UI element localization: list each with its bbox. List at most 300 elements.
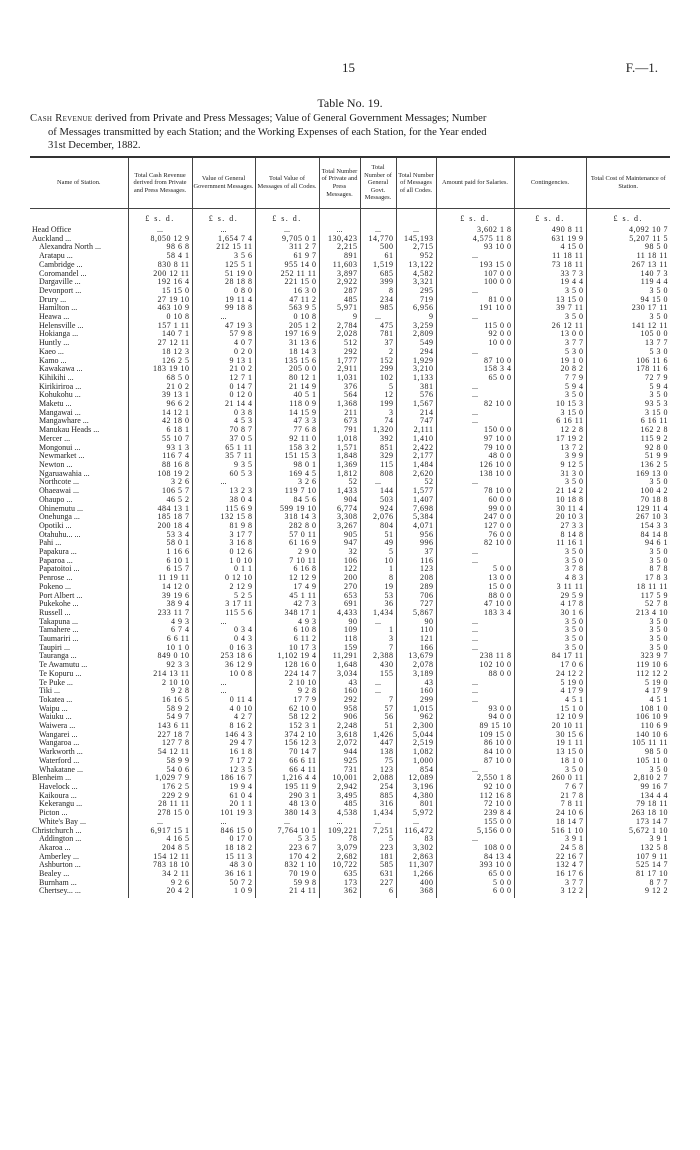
cell-station-name: Kihikihi ... [30,374,128,383]
cell-total-cost: 5,207 11 5 [586,235,670,244]
cell-private-count: 10,001 [319,774,360,783]
cell-salaries: 4,575 11 8 [436,235,514,244]
cell-total-count: 299 [396,696,436,705]
cell-total-value: 84 5 6 [255,496,319,505]
cell-total-count: 294 [396,348,436,357]
cell-govt-count: ... [360,687,396,696]
cell-total-cost: 17 8 3 [586,574,670,583]
cell-salaries: 78 10 0 [436,487,514,496]
cell-private-count: 90 [319,618,360,627]
cell-station-name: Cambridge ... [30,261,128,270]
cell-private-count: 2,784 [319,322,360,331]
cell-total-count: 110 [396,626,436,635]
cell-private-count: 564 [319,391,360,400]
cell-total-count: 116 [396,557,436,566]
cell-total-value: 223 6 7 [255,844,319,853]
cell-total-cost: 213 4 10 [586,609,670,618]
cell-cash-revenue: 2 10 10 [128,679,192,688]
table-row [30,391,670,400]
table-row [30,739,670,748]
cell-station-name: Te Kopuru ... [30,670,128,679]
unit-cell: £ s. d. [128,209,192,227]
cell-total-count: 2,177 [396,452,436,461]
table-row [30,879,670,888]
cell-total-value: 170 4 2 [255,853,319,862]
cell-private-count: 2,215 [319,243,360,252]
cell-cash-revenue: 6 7 4 [128,626,192,635]
cell-govt-count: 2,388 [360,652,396,661]
cell-govt-count: 3 [360,635,396,644]
cell-total-cost: 3 5 0 [586,313,670,322]
cell-station-name: Whakatane ... [30,766,128,775]
cell-salaries: 82 10 0 [436,400,514,409]
cell-cash-revenue: 0 10 8 [128,313,192,322]
cell-total-count: 3,321 [396,278,436,287]
table-row [30,278,670,287]
cell-govt-value: 8 16 2 [192,722,255,731]
cell-cash-revenue: 18 12 3 [128,348,192,357]
cell-total-count: 83 [396,835,436,844]
cell-total-cost: 18 11 11 [586,583,670,592]
table-row [30,487,670,496]
cell-govt-count: 5 [360,383,396,392]
cell-private-count: 4,538 [319,809,360,818]
cell-govt-value: 0 16 3 [192,644,255,653]
cell-contingencies: 3 7 8 [514,565,586,574]
cell-total-value: 47 3 3 [255,417,319,426]
cell-contingencies: 24 10 6 [514,809,586,818]
cell-private-count: 5,971 [319,304,360,313]
cell-govt-value: 21 0 2 [192,365,255,374]
cell-cash-revenue: ... [128,226,192,235]
cell-govt-count: 316 [360,800,396,809]
col-number-govt-messages: Total Number of General Govt. Messages. [360,157,396,209]
cell-total-cost: 6 16 11 [586,417,670,426]
cell-contingencies: 5 9 4 [514,383,586,392]
cell-cash-revenue: 27 19 10 [128,296,192,305]
cell-station-name: Northcote ... [30,478,128,487]
cell-contingencies: 4 17 8 [514,600,586,609]
table-row [30,322,670,331]
cell-contingencies: 490 8 11 [514,226,586,235]
table-row [30,383,670,392]
cell-salaries: 6 0 0 [436,887,514,898]
cell-govt-value: 19 11 4 [192,296,255,305]
cell-cash-revenue: 58 4 1 [128,252,192,261]
cell-private-count: 1,777 [319,357,360,366]
cell-salaries: 88 0 0 [436,670,514,679]
cell-cash-revenue: 53 3 4 [128,531,192,540]
cell-govt-value: 101 19 3 [192,809,255,818]
cell-govt-value: 37 0 5 [192,435,255,444]
cell-contingencies: 3 11 11 [514,583,586,592]
cell-private-count: 3,308 [319,513,360,522]
table-row [30,296,670,305]
cell-station-name: Kirikiriroa ... [30,383,128,392]
cell-station-name: Te Puke ... [30,679,128,688]
table-row [30,827,670,836]
table-row [30,809,670,818]
cell-total-value: 6 10 8 [255,626,319,635]
cell-contingencies: 4 5 1 [514,696,586,705]
cell-govt-value: 3 5 6 [192,252,255,261]
cell-private-count: 1,018 [319,435,360,444]
cell-salaries: 99 0 0 [436,505,514,514]
cell-govt-count: 399 [360,278,396,287]
cell-govt-count: 851 [360,444,396,453]
cell-station-name: Akaroa ... [30,844,128,853]
cell-contingencies: 29 5 9 [514,592,586,601]
cell-station-name: Alexandra North ... [30,243,128,252]
cell-contingencies: 26 12 11 [514,322,586,331]
cell-govt-value: 4 0 7 [192,339,255,348]
cell-private-count: 287 [319,287,360,296]
cell-cash-revenue: 6 18 1 [128,426,192,435]
cell-govt-value: 1 0 10 [192,557,255,566]
cell-station-name: Heawa ... [30,313,128,322]
cell-total-count: 4,071 [396,522,436,531]
cell-station-name: Manukau Heads ... [30,426,128,435]
cell-cash-revenue: 154 12 11 [128,853,192,862]
cell-private-count: 362 [319,887,360,898]
cell-contingencies: 20 10 3 [514,513,586,522]
cell-salaries: 3,602 1 8 [436,226,514,235]
cell-cash-revenue: 11 19 11 [128,574,192,583]
cell-total-value: 135 15 6 [255,357,319,366]
cell-salaries: 393 10 0 [436,861,514,870]
col-contingencies: Contingencies. [514,157,586,209]
cell-cash-revenue: 96 6 2 [128,400,192,409]
cell-total-value: 9,705 0 1 [255,235,319,244]
cell-govt-count: 19 [360,583,396,592]
cell-total-cost: 3 9 1 [586,835,670,844]
cell-total-value: 66 6 11 [255,757,319,766]
cell-salaries: 88 0 0 [436,592,514,601]
cell-private-count: 160 [319,687,360,696]
cell-contingencies: 3 5 0 [514,644,586,653]
cell-private-count: ... [319,226,360,235]
table-row [30,531,670,540]
cell-cash-revenue: 39 19 6 [128,592,192,601]
cell-cash-revenue: 4 16 5 [128,835,192,844]
col-name-of-station: Name of Station. [30,157,128,209]
cell-cash-revenue: 116 7 4 [128,452,192,461]
cell-total-cost: 105 0 0 [586,330,670,339]
cell-total-cost: 162 2 8 [586,426,670,435]
cell-salaries: ... [436,766,514,775]
cell-total-value: 348 17 1 [255,609,319,618]
cell-govt-count: 102 [360,374,396,383]
cell-private-count: 906 [319,713,360,722]
cell-cash-revenue: 14 12 0 [128,583,192,592]
cell-total-count: 4,582 [396,270,436,279]
cell-salaries: 79 10 0 [436,444,514,453]
unit-cell [360,209,396,227]
col-number-all-codes: Total Number of Messages of all Codes. [396,157,436,209]
cell-total-value: ... [255,226,319,235]
cell-contingencies: 10 15 3 [514,400,586,409]
cell-govt-count: 985 [360,304,396,313]
cell-govt-count: 138 [360,748,396,757]
cell-total-cost: 106 11 6 [586,357,670,366]
cell-cash-revenue: 143 6 11 [128,722,192,731]
table-row [30,713,670,722]
table-row [30,565,670,574]
cell-total-count: 747 [396,417,436,426]
cell-salaries: 5,156 0 0 [436,827,514,836]
cell-station-name: Port Albert ... [30,592,128,601]
cell-govt-value: 16 1 8 [192,748,255,757]
cell-station-name: Addington ... [30,835,128,844]
cell-private-count: 1,848 [319,452,360,461]
cell-govt-value: 4 2 7 [192,713,255,722]
cell-salaries: ... [436,635,514,644]
cell-total-cost: 9 12 2 [586,887,670,898]
table-row [30,600,670,609]
cell-salaries: 191 10 0 [436,304,514,313]
cell-salaries: ... [436,557,514,566]
cell-cash-revenue: 849 0 10 [128,652,192,661]
table-row [30,748,670,757]
table-row [30,644,670,653]
cell-govt-value: 846 15 0 [192,827,255,836]
cell-salaries: ... [436,417,514,426]
cell-private-count: 891 [319,252,360,261]
cell-cash-revenue: 157 1 11 [128,322,192,331]
cell-total-value: 7 10 11 [255,557,319,566]
cell-private-count: 78 [319,835,360,844]
cell-total-count: 12,089 [396,774,436,783]
cell-total-cost: 3 5 0 [586,287,670,296]
cell-govt-count: 685 [360,270,396,279]
cell-cash-revenue: 20 4 2 [128,887,192,898]
cell-salaries: ... [436,409,514,418]
cell-station-name: Dargaville ... [30,278,128,287]
cell-cash-revenue: 28 11 11 [128,800,192,809]
cell-contingencies: 19 4 4 [514,278,586,287]
cell-total-count: 1,407 [396,496,436,505]
cell-total-count: 2,111 [396,426,436,435]
table-row [30,774,670,783]
cell-total-cost: 2,810 2 7 [586,774,670,783]
cell-contingencies: 3 5 0 [514,313,586,322]
cell-govt-value: 0 12 10 [192,574,255,583]
cell-govt-count: 115 [360,461,396,470]
cell-govt-value: 0 17 0 [192,835,255,844]
cell-total-cost: 5 19 0 [586,679,670,688]
cell-station-name: Takapuna ... [30,618,128,627]
cell-station-name: Wangaroa ... [30,739,128,748]
cell-cash-revenue: 15 15 0 [128,287,192,296]
cell-station-name: Tauranga ... [30,652,128,661]
cell-govt-count: 51 [360,531,396,540]
cell-salaries: ... [436,679,514,688]
cell-salaries: ... [436,391,514,400]
cell-govt-value: 38 0 4 [192,496,255,505]
unit-cell: £ s. d. [586,209,670,227]
cell-govt-value: 9 3 5 [192,461,255,470]
cell-total-cost: 81 17 10 [586,870,670,879]
table-row [30,609,670,618]
cell-total-count: 52 [396,478,436,487]
cell-contingencies: 3 5 0 [514,618,586,627]
cell-total-cost: 3 5 0 [586,635,670,644]
cell-govt-value: 10 0 8 [192,670,255,679]
table-row [30,270,670,279]
cell-cash-revenue: 16 16 5 [128,696,192,705]
cell-salaries: 87 10 0 [436,757,514,766]
table-row [30,365,670,374]
table-row [30,505,670,514]
table-row [30,513,670,522]
table-row [30,287,670,296]
cell-cash-revenue: 108 19 2 [128,470,192,479]
cell-station-name: Paparoa ... [30,557,128,566]
cell-govt-value: 0 11 4 [192,696,255,705]
cell-total-count: 1,929 [396,357,436,366]
cell-total-cost: 263 18 10 [586,809,670,818]
cell-cash-revenue: 227 18 7 [128,731,192,740]
cell-private-count: 635 [319,870,360,879]
cell-total-count: 208 [396,574,436,583]
cell-private-count: 4,433 [319,609,360,618]
cell-cash-revenue: 1 16 6 [128,548,192,557]
cell-contingencies: 3 5 0 [514,557,586,566]
cell-contingencies: 260 0 11 [514,774,586,783]
cell-station-name: Chertsey... ... [30,887,128,898]
cell-private-count: 173 [319,879,360,888]
table-row [30,374,670,383]
cell-total-cost: 110 6 9 [586,722,670,731]
cell-salaries: 84 13 4 [436,853,514,862]
cell-govt-value: 212 15 11 [192,243,255,252]
cell-total-cost: 3 5 0 [586,557,670,566]
cell-contingencies: 3 5 0 [514,287,586,296]
table-row [30,887,670,898]
cell-govt-count: 36 [360,600,396,609]
cell-total-count: 214 [396,409,436,418]
cell-contingencies: 13 7 2 [514,444,586,453]
cell-total-count: 2,519 [396,739,436,748]
cell-salaries: ... [436,383,514,392]
cell-contingencies: 15 1 0 [514,705,586,714]
cell-salaries: 86 10 0 [436,739,514,748]
cell-salaries: 238 11 8 [436,652,514,661]
cell-govt-count: 1,434 [360,809,396,818]
cell-salaries: ... [436,618,514,627]
cell-total-value: 61 16 9 [255,539,319,548]
cell-total-count: 5,867 [396,609,436,618]
cell-salaries: 47 10 0 [436,600,514,609]
cell-govt-count: 181 [360,853,396,862]
cell-total-cost: 79 18 11 [586,800,670,809]
cell-total-cost: 178 11 6 [586,365,670,374]
cell-total-count: 123 [396,565,436,574]
cell-govt-count: 631 [360,870,396,879]
cell-govt-value: 28 18 8 [192,278,255,287]
table-row [30,766,670,775]
cell-total-value: 195 11 9 [255,783,319,792]
cell-total-cost: 154 3 3 [586,522,670,531]
cell-cash-revenue: 6,917 15 1 [128,827,192,836]
table-row [30,757,670,766]
cell-salaries: 183 3 4 [436,609,514,618]
caption-lead: Cash Revenue [30,113,93,124]
table-row [30,330,670,339]
cell-total-count: 1,577 [396,487,436,496]
cell-private-count: 118 [319,635,360,644]
cell-private-count: 3,897 [319,270,360,279]
cell-total-count: 962 [396,713,436,722]
cell-cash-revenue: 183 19 10 [128,365,192,374]
cell-private-count: 6,774 [319,505,360,514]
cell-govt-count: 144 [360,487,396,496]
cell-private-count: 9 [319,313,360,322]
cell-private-count: 2,942 [319,783,360,792]
cell-govt-count: 924 [360,505,396,514]
cell-contingencies: 11 18 11 [514,252,586,261]
cell-private-count: 292 [319,348,360,357]
cell-salaries: 109 15 0 [436,731,514,740]
cell-total-count: 706 [396,592,436,601]
cell-cash-revenue: 34 2 11 [128,870,192,879]
cell-station-name: Opotiki ... [30,522,128,531]
table-row [30,461,670,470]
cell-govt-count: 2 [360,348,396,357]
cell-govt-value: 0 12 6 [192,548,255,557]
table-row [30,679,670,688]
cell-total-value: 169 4 5 [255,470,319,479]
cell-total-value: 290 3 1 [255,792,319,801]
cell-total-value: 47 11 2 [255,296,319,305]
cell-total-cost: 3 5 0 [586,626,670,635]
table-row [30,687,670,696]
table-row [30,792,670,801]
table-row [30,592,670,601]
cell-total-value: 98 0 1 [255,461,319,470]
cell-contingencies: 30 1 6 [514,609,586,618]
cell-total-count: 2,300 [396,722,436,731]
cell-station-name: Havelock ... [30,783,128,792]
caption-line-3: 31st December, 1882. [48,140,141,151]
cell-salaries: ... [436,252,514,261]
cell-total-count: 719 [396,296,436,305]
cell-salaries: 81 0 0 [436,296,514,305]
cell-govt-value: 7 17 2 [192,757,255,766]
cell-station-name: Ohaupo ... [30,496,128,505]
cell-private-count: 1,812 [319,470,360,479]
cell-total-value: 152 3 1 [255,722,319,731]
cell-cash-revenue: 93 1 3 [128,444,192,453]
cell-total-value: 221 15 0 [255,278,319,287]
cell-govt-count: 299 [360,365,396,374]
cell-cash-revenue: 1,029 7 9 [128,774,192,783]
cell-salaries: 108 0 0 [436,844,514,853]
table-row [30,870,670,879]
cell-govt-count: 56 [360,713,396,722]
cell-salaries: 150 0 0 [436,426,514,435]
cell-total-cost: 84 14 8 [586,531,670,540]
cell-total-cost: 70 18 8 [586,496,670,505]
cell-total-value: 955 14 0 [255,261,319,270]
cell-private-count: 944 [319,748,360,757]
cell-private-count: 52 [319,478,360,487]
cell-govt-count: 61 [360,252,396,261]
cell-cash-revenue: 200 12 11 [128,270,192,279]
cell-govt-value: 0 2 0 [192,348,255,357]
cell-private-count: 211 [319,409,360,418]
cell-govt-value: 81 9 8 [192,522,255,531]
